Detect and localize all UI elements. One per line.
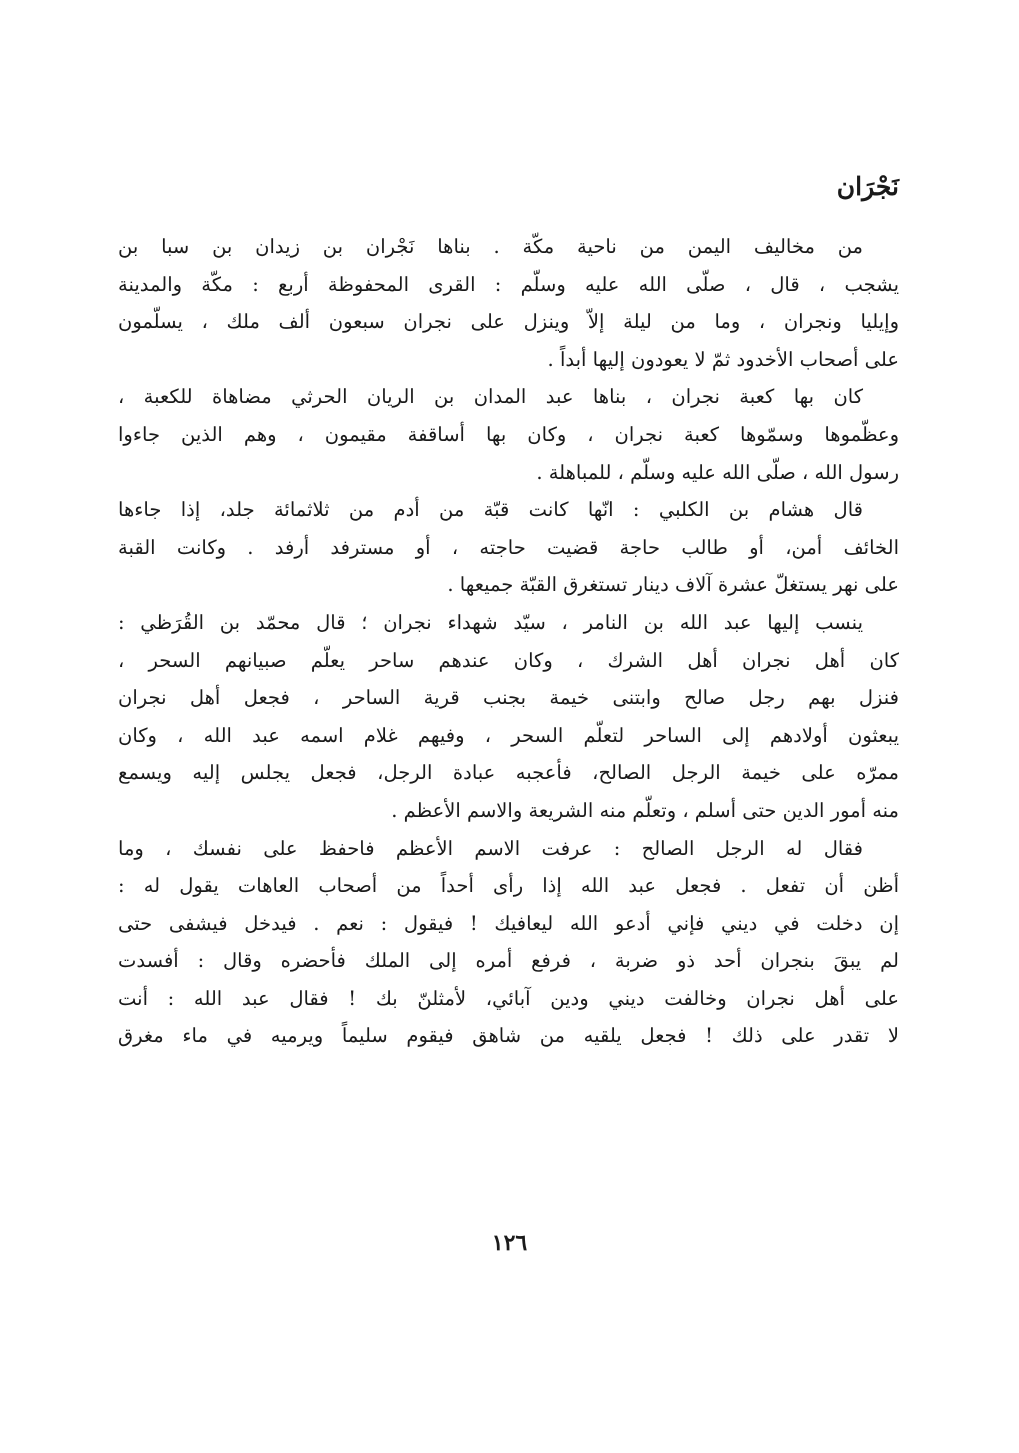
entry-heading: نَجْرَان	[836, 172, 899, 201]
text-line: يشجب ، قال ، صلّى الله عليه وسلّم : القرى المحفوظة أربع : مكّة والمدينة	[118, 272, 899, 296]
text-line: إن دخلت في ديني فإني أدعو الله ليعافيك ! فيقول : نعم . فيدخل فيشفى حتى	[118, 911, 899, 935]
text-line: كان بها كعبة نجران ، بناها عبد المدان بن الريان الحرثي مضاهاة للكعبة ،	[118, 385, 863, 409]
text-line: على أصحاب الأخدود ثمّ لا يعودون إليها أبداً .	[547, 347, 899, 371]
text-line: كان أهل نجران أهل الشرك ، وكان عندهم ساحر يعلّم صبيانهم السحر ،	[118, 648, 899, 672]
text-line: رسول الله ، صلّى الله عليه وسلّم ، للمباهلة .	[536, 460, 899, 484]
text-line: فنزل بهم رجل صالح وابتنى خيمة بجنب قرية الساحر ، فجعل أهل نجران	[118, 686, 899, 710]
text-line: ممرّه على خيمة الرجل الصالح، فأعجبه عبادة الرجل، فجعل يجلس إليه ويسمع	[118, 761, 899, 785]
text-line: يبعثون أولادهم إلى الساحر لتعلّم السحر ، وفيهم غلام اسمه عبد الله ، وكان	[118, 723, 899, 747]
text-line: وعظّموها وسمّوها كعبة نجران ، وكان بها أساقفة مقيمون ، وهم الذين جاءوا	[118, 422, 899, 446]
text-line: لم يبقَ بنجران أحد ذو ضربة ، فرفع أمره إلى الملك فأحضره وقال : أفسدت	[118, 949, 899, 973]
text-line: من مخاليف اليمن من ناحية مكّة . بناها نَجْران بن زيدان بن سبا بن	[118, 235, 863, 258]
text-line: ينسب إليها عبد الله بن النامر ، سيّد شهداء نجران ؛ قال محمّد بن القُرَظي :	[118, 610, 863, 634]
text-line: فقال له الرجل الصالح : عرفت الاسم الأعظم فاحفظ على نفسك ، وما	[118, 836, 863, 860]
body-text	[118, 228, 899, 1055]
text-line: الخائف أمن، أو طالب حاجة قضيت حاجته ، أو مسترفد أرفد . وكانت القبة	[118, 535, 899, 559]
text-line: قال هشام بن الكلبي : انّها كانت قبّة من أدم من ثلاثمائة جلد، إذا جاءها	[118, 498, 863, 522]
text-line: لا تقدر على ذلك ! فجعل يلقيه من شاهق فيقوم سليماً ويرميه في ماء مغرق	[118, 1024, 899, 1048]
text-line: وإيليا ونجران ، وما من ليلة إلاّ وينزل على نجران سبعون ألف ملك ، يسلّمون	[118, 310, 899, 334]
page-number: ١٢٦	[491, 1230, 528, 1256]
text-line: على نهر يستغلّ عشرة آلاف دينار تستغرق القبّة جميعها .	[447, 573, 899, 597]
text-line: على أهل نجران وخالفت ديني ودين آبائي، لأمثلنّ بك ! فقال عبد الله : أنت	[118, 986, 899, 1010]
text-line: أظن أن تفعل . فجعل عبد الله إذا رأى أحداً من أصحاب العاهات يقول له :	[118, 874, 899, 898]
text-line: منه أمور الدين حتى أسلم ، وتعلّم منه الشريعة والاسم الأعظم .	[391, 798, 899, 822]
